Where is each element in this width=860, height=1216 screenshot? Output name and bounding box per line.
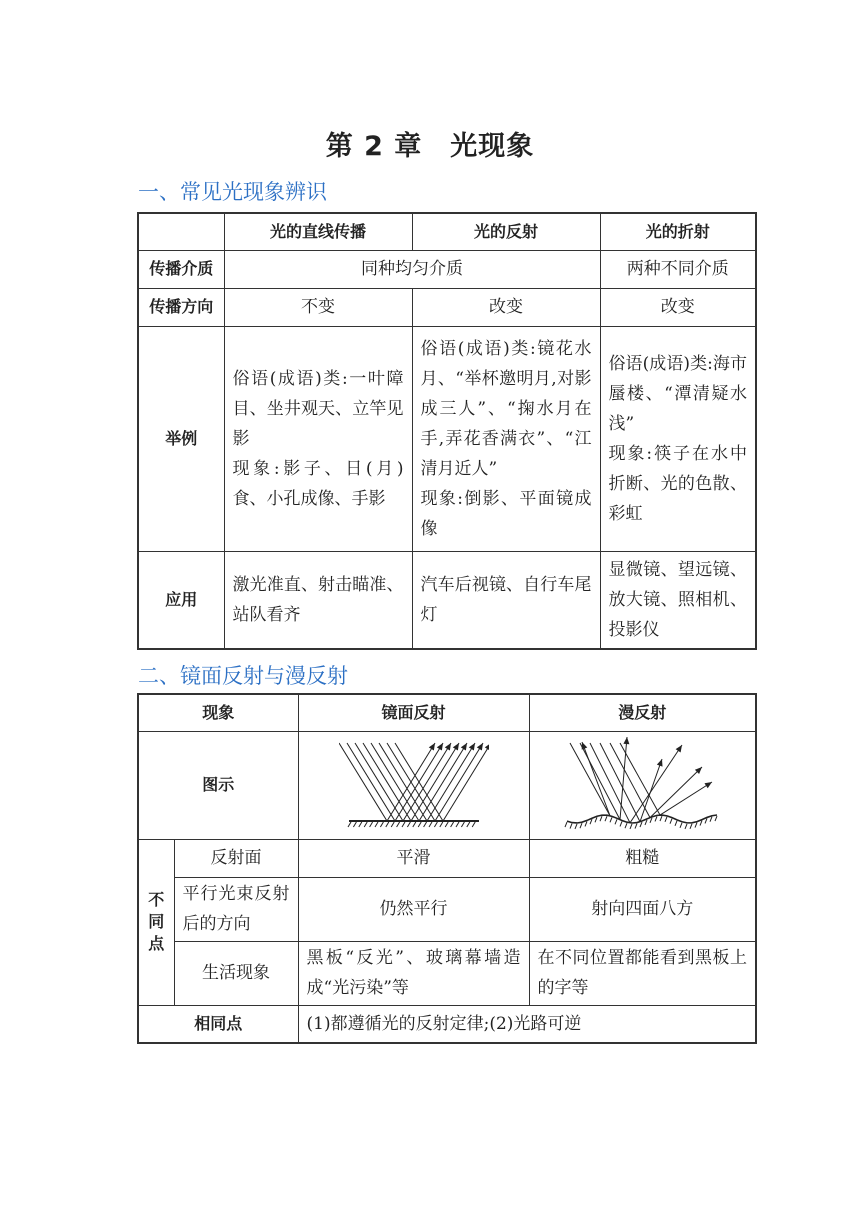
surface-hatch bbox=[575, 824, 577, 829]
specular-diagram-cell bbox=[298, 731, 529, 839]
reflected-ray bbox=[435, 743, 483, 821]
surface-hatch bbox=[585, 821, 587, 826]
surface-hatch bbox=[715, 816, 717, 821]
reflected-ray-arrow bbox=[476, 743, 482, 751]
surface-hatch bbox=[412, 822, 415, 827]
reflected-ray-arrow bbox=[468, 743, 474, 751]
row-label-applications: 应用 bbox=[138, 551, 224, 649]
surface-hatch bbox=[396, 822, 399, 827]
incident-ray bbox=[347, 743, 395, 821]
page-title: 第 2 章 光现象 bbox=[325, 131, 535, 162]
surface-hatch bbox=[595, 817, 597, 822]
surface-hatch bbox=[570, 824, 572, 829]
surface-hatch bbox=[445, 822, 448, 827]
incident-ray bbox=[610, 743, 650, 818]
reflected-ray-arrow bbox=[444, 743, 450, 751]
surface-hatch bbox=[439, 822, 442, 827]
row-label-medium: 传播介质 bbox=[138, 250, 224, 288]
header-diffuse: 漫反射 bbox=[529, 694, 756, 731]
incident-ray bbox=[379, 743, 427, 821]
incident-ray bbox=[570, 743, 610, 816]
header-empty bbox=[138, 213, 224, 250]
reflected-ray-arrow bbox=[428, 743, 434, 751]
surface-hatch bbox=[423, 822, 426, 827]
reflected-ray bbox=[443, 743, 489, 821]
medium-same: 同种均匀介质 bbox=[224, 250, 600, 288]
phenomena-table bbox=[137, 212, 757, 650]
header-specular: 镜面反射 bbox=[298, 694, 529, 731]
row-label-examples: 举例 bbox=[138, 326, 224, 551]
surface-hatch bbox=[710, 817, 712, 822]
surface-hatch bbox=[407, 822, 410, 827]
surface-hatch bbox=[665, 817, 667, 822]
reflection-table bbox=[137, 693, 757, 1044]
incident-ray bbox=[600, 743, 640, 822]
diff-row-label-surface: 反射面 bbox=[174, 839, 298, 877]
examples-refraction: 俗语(成语)类:海市蜃楼、“潭清疑水浅” 现象:筷子在水中折断、光的色散、彩虹 bbox=[600, 326, 756, 551]
direction-reflection: 改变 bbox=[412, 288, 600, 326]
specular-reflection-diagram bbox=[339, 737, 489, 833]
applications-refraction: 显微镜、望远镜、放大镜、照相机、投影仪 bbox=[600, 551, 756, 649]
scattered-ray bbox=[582, 742, 610, 816]
surface-hatch bbox=[456, 822, 459, 827]
incident-ray bbox=[371, 743, 419, 821]
surface-hatch bbox=[600, 816, 602, 821]
applications-reflection: 汽车后视镜、自行车尾灯 bbox=[412, 551, 600, 649]
scattered-ray-arrow bbox=[657, 759, 663, 767]
header-reflection: 光的反射 bbox=[412, 213, 600, 250]
diffuse-life: 在不同位置都能看到黑板上的字等 bbox=[529, 941, 756, 1005]
surface-hatch bbox=[615, 819, 617, 824]
reflected-ray bbox=[403, 743, 451, 821]
surface-hatch bbox=[620, 821, 622, 826]
section-heading-2: 二、镜面反射与漫反射 bbox=[138, 664, 348, 688]
surface-hatch bbox=[705, 818, 707, 823]
specular-life: 黑板“反光”、玻璃幕墙造成“光污染”等 bbox=[298, 941, 529, 1005]
surface-hatch bbox=[391, 822, 394, 827]
applications-straight: 激光准直、射击瞄准、站队看齐 bbox=[224, 551, 412, 649]
reflected-ray bbox=[411, 743, 459, 821]
scattered-ray bbox=[650, 767, 702, 818]
surface-hatch bbox=[650, 818, 652, 823]
surface-hatch bbox=[375, 822, 378, 827]
surface-hatch bbox=[655, 816, 657, 821]
surface-hatch bbox=[565, 822, 567, 827]
incident-ray bbox=[339, 743, 387, 821]
incident-ray bbox=[580, 743, 620, 820]
surface-hatch bbox=[466, 822, 469, 827]
surface-hatch bbox=[635, 824, 637, 829]
surface-hatch bbox=[348, 822, 351, 827]
scattered-ray-arrow bbox=[705, 782, 713, 788]
diffuse-reflection-diagram bbox=[562, 737, 722, 833]
surface-hatch bbox=[429, 822, 432, 827]
specular-direction: 仍然平行 bbox=[298, 877, 529, 941]
surface-hatch bbox=[645, 820, 647, 825]
diff-row-label-direction: 平行光束反射后的方向 bbox=[174, 877, 298, 941]
surface-hatch bbox=[402, 822, 405, 827]
reflected-ray-arrow bbox=[436, 743, 442, 751]
surface-hatch bbox=[640, 822, 642, 827]
medium-refraction: 两种不同介质 bbox=[600, 250, 756, 288]
header-phenomenon: 现象 bbox=[138, 694, 298, 731]
surface-hatch bbox=[680, 823, 682, 828]
diff-row-label-life: 生活现象 bbox=[174, 941, 298, 1005]
scattered-ray bbox=[660, 782, 712, 815]
diffuse-diagram-cell bbox=[529, 731, 756, 839]
incident-ray bbox=[620, 743, 660, 815]
surface-hatch bbox=[380, 822, 383, 827]
surface-hatch bbox=[675, 821, 677, 826]
header-refraction: 光的折射 bbox=[600, 213, 756, 250]
differences-label-text: 不同点 bbox=[148, 890, 165, 953]
section-heading-1: 一、常见光现象辨识 bbox=[138, 180, 327, 204]
specular-surface: 平滑 bbox=[298, 839, 529, 877]
reflected-ray bbox=[427, 743, 475, 821]
surface-hatch bbox=[369, 822, 372, 827]
surface-hatch bbox=[472, 822, 475, 827]
examples-straight: 俗语(成语)类:一叶障目、坐井观天、立竿见影 现象:影子、日(月)食、小孔成像、手影 bbox=[224, 326, 412, 551]
row-label-diagram: 图示 bbox=[138, 731, 298, 839]
incident-ray bbox=[355, 743, 403, 821]
surface-hatch bbox=[450, 822, 453, 827]
surface-hatch bbox=[385, 822, 388, 827]
surface-hatch bbox=[580, 823, 582, 828]
surface-hatch bbox=[610, 817, 612, 822]
surface-hatch bbox=[461, 822, 464, 827]
surface-hatch bbox=[685, 824, 687, 829]
row-label-differences bbox=[138, 839, 174, 1005]
surface-hatch bbox=[590, 819, 592, 824]
surface-hatch bbox=[358, 822, 361, 827]
surface-hatch bbox=[695, 823, 697, 828]
reflected-ray-arrow bbox=[452, 743, 458, 751]
direction-straight: 不变 bbox=[224, 288, 412, 326]
row-label-same: 相同点 bbox=[138, 1005, 298, 1043]
reflected-ray-arrow bbox=[460, 743, 466, 751]
surface-hatch bbox=[660, 816, 662, 821]
incident-ray bbox=[590, 743, 630, 823]
surface-hatch bbox=[418, 822, 421, 827]
surface-hatch bbox=[690, 824, 692, 829]
surface-hatch bbox=[700, 821, 702, 826]
diffuse-surface: 粗糙 bbox=[529, 839, 756, 877]
header-straight: 光的直线传播 bbox=[224, 213, 412, 250]
surface-hatch bbox=[625, 823, 627, 828]
scattered-ray-arrow bbox=[676, 745, 682, 752]
surface-hatch bbox=[364, 822, 367, 827]
direction-refraction: 改变 bbox=[600, 288, 756, 326]
surface-hatch bbox=[605, 816, 607, 821]
surface-hatch bbox=[630, 824, 632, 829]
diffuse-direction: 射向四面八方 bbox=[529, 877, 756, 941]
reflected-ray bbox=[419, 743, 467, 821]
incident-ray bbox=[363, 743, 411, 821]
row-label-direction: 传播方向 bbox=[138, 288, 224, 326]
surface-hatch bbox=[434, 822, 437, 827]
surface-hatch bbox=[670, 819, 672, 824]
surface-hatch bbox=[353, 822, 356, 827]
examples-reflection: 俗语(成语)类:镜花水月、“举杯邀明月,对影成三人”、“掬水月在手,弄花香满衣”、“江清月近人” 现象:倒影、平面镜成像 bbox=[412, 326, 600, 551]
same-text: (1)都遵循光的反射定律;(2)光路可逆 bbox=[298, 1005, 756, 1043]
